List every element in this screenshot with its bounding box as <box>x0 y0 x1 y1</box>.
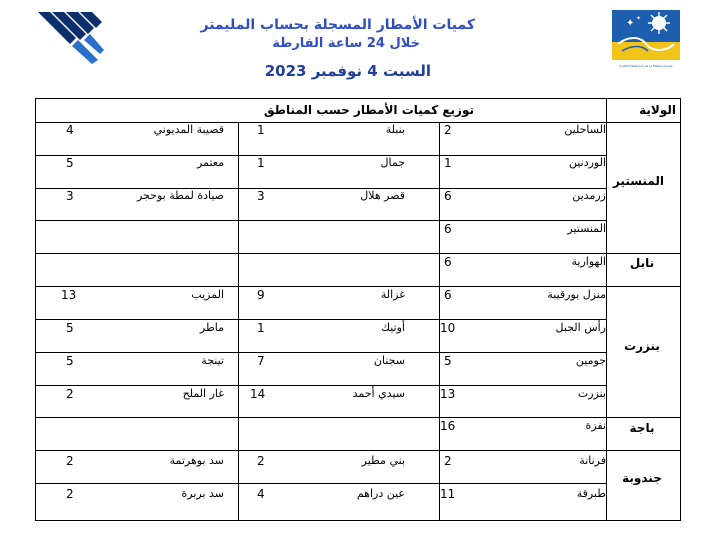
value-cell: 2 <box>444 123 452 137</box>
value-cell: 4 <box>257 487 265 501</box>
place-cell: نفزة <box>585 419 606 432</box>
logo-caption: Institut National de la Météorologie <box>619 64 673 68</box>
place-cell: قصيبة المديوني <box>153 123 224 136</box>
page-title: كميات الأمطار المسجلة بحساب المليمتر <box>200 17 475 33</box>
value-cell: 13 <box>440 387 456 401</box>
place-cell: أوتيك <box>380 321 405 334</box>
place-cell: طبرقة <box>576 487 606 500</box>
value-cell: 6 <box>444 255 452 269</box>
place-cell: سد بربرة <box>181 487 224 500</box>
governorate-beja: باجة <box>629 421 655 435</box>
place-cell: معتمر <box>197 156 224 169</box>
place-cell: بني مطير <box>361 454 405 467</box>
value-cell: 3 <box>66 189 74 203</box>
value-cell: 14 <box>250 387 266 401</box>
place-cell: المزيب <box>191 288 224 301</box>
report-date: السبت 4 نوفمبر 2023 <box>264 62 431 80</box>
value-cell: 2 <box>66 454 74 468</box>
value-cell: 7 <box>257 354 265 368</box>
value-cell: 2 <box>66 487 74 501</box>
value-cell: 5 <box>66 321 74 335</box>
value-cell: 2 <box>257 454 265 468</box>
place-cell: جومين <box>575 354 606 367</box>
place-cell: المنستير <box>567 222 606 235</box>
header-distribution: توزيع كميات الأمطار حسب المناطق <box>263 103 474 117</box>
governorate-bizerte: بنزرت <box>624 339 660 353</box>
place-cell: زرمدين <box>572 189 606 202</box>
page-subtitle: خلال 24 ساعة الفارطة <box>272 36 420 51</box>
place-cell: صيادة لمطة بوحجر <box>136 189 224 202</box>
svg-text:✦: ✦ <box>636 15 642 22</box>
svg-text:✦: ✦ <box>626 18 635 29</box>
governorate-jendouba: جندوبة <box>622 471 662 485</box>
place-cell: رأس الجبل <box>555 321 606 334</box>
governorate-nabeul: نابل <box>629 256 655 270</box>
value-cell: 6 <box>444 189 452 203</box>
value-cell: 1 <box>257 123 265 137</box>
value-cell: 16 <box>440 419 456 433</box>
inm-logo <box>612 10 680 68</box>
place-cell: سيدي أحمد <box>352 387 405 400</box>
place-cell: سجنان <box>373 354 405 367</box>
place-cell: الهوارية <box>571 255 606 268</box>
value-cell: 6 <box>444 222 452 236</box>
place-cell: قصر هلال <box>360 189 405 202</box>
place-cell: بنبلة <box>385 123 405 136</box>
header-governorate: الولاية <box>639 103 676 117</box>
value-cell: 9 <box>257 288 265 302</box>
weather-emblem-icon <box>612 10 680 60</box>
value-cell: 5 <box>444 354 452 368</box>
value-cell: 1 <box>257 321 265 335</box>
value-cell: 10 <box>440 321 456 335</box>
place-cell: عين دراهم <box>356 487 405 500</box>
value-cell: 1 <box>444 156 452 170</box>
place-cell: ماطر <box>199 321 224 334</box>
value-cell: 1 <box>257 156 265 170</box>
value-cell: 6 <box>444 288 452 302</box>
place-cell: بنزرت <box>577 387 606 400</box>
place-cell: غار الملح <box>182 387 224 400</box>
place-cell: الوردنين <box>568 156 606 169</box>
value-cell: 3 <box>257 189 265 203</box>
governorate-monastir: المنستير <box>612 174 664 188</box>
striped-logo-icon <box>36 10 106 65</box>
value-cell: 13 <box>61 288 77 302</box>
place-cell: غزالة <box>380 288 405 301</box>
value-cell: 2 <box>66 387 74 401</box>
value-cell: 11 <box>440 487 456 501</box>
value-cell: 4 <box>66 123 74 137</box>
place-cell: فرنانة <box>579 454 606 467</box>
place-cell: الساحلين <box>564 123 606 136</box>
value-cell: 5 <box>66 354 74 368</box>
place-cell: منزل بورقيبة <box>547 288 606 301</box>
place-cell: سد بوهرتمة <box>169 454 224 467</box>
place-cell: تينجة <box>201 354 224 367</box>
place-cell: جمال <box>380 156 405 169</box>
value-cell: 2 <box>444 454 452 468</box>
value-cell: 5 <box>66 156 74 170</box>
